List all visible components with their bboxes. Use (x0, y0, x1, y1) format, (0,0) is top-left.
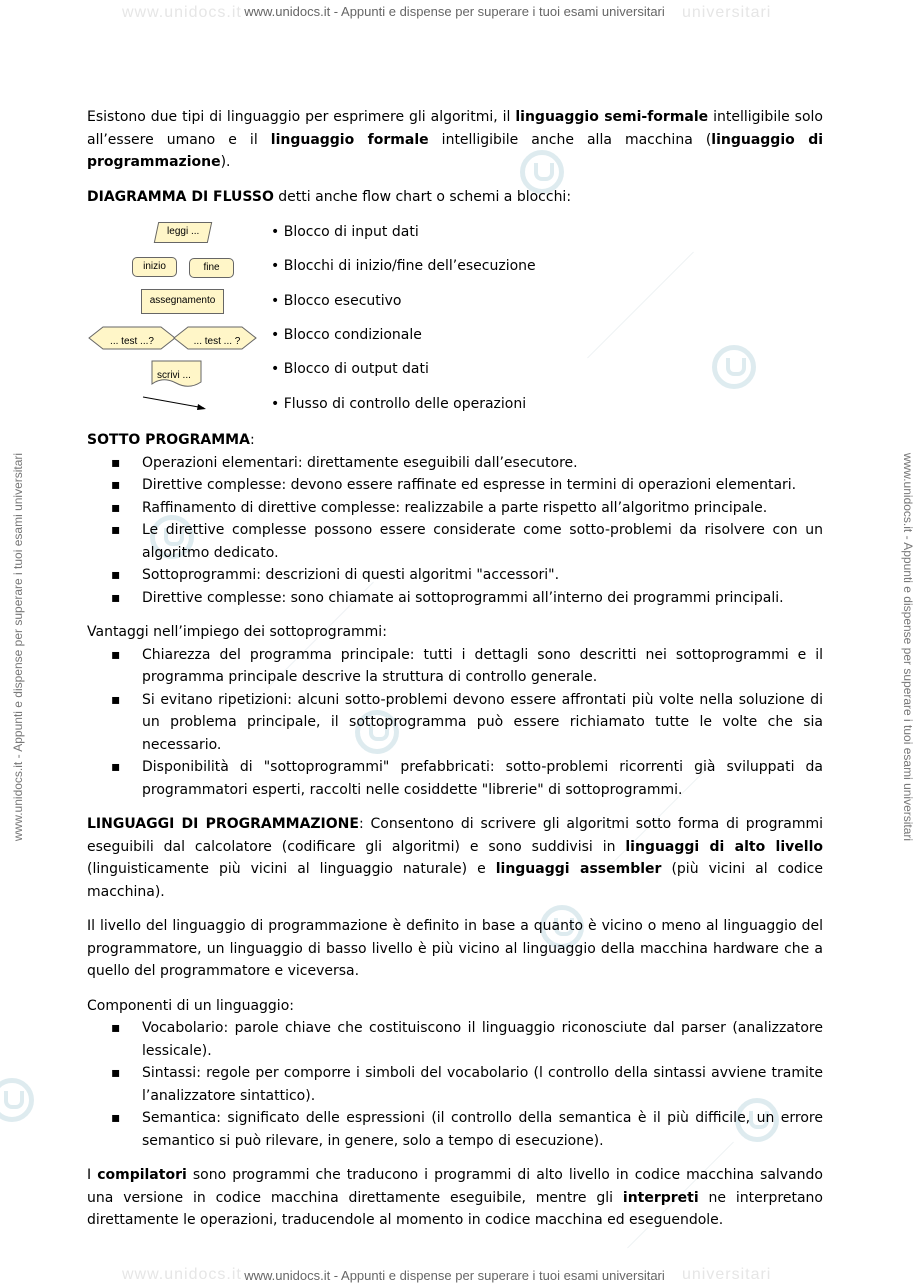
watermark-logo-icon (0, 1078, 34, 1122)
list-item: ▪ Si evitano ripetizioni: alcuni sotto-problemi devono essere affrontati più volte nella soluzione di un problema principale, il sottoprogramma può essere richiamato tutte le volte che sia necessario. (87, 689, 823, 757)
list-item: ▪ Sintassi: regole per comporre i simboli del vocabolario (l controllo della sintassi avviene tramite l’analizzatore sintattico). (87, 1062, 823, 1107)
watermark-ghost-text: www.unidocs.it (122, 4, 242, 21)
compilers-paragraph: I compilatori sono programmi che traducono i programmi di alto livello in codice macchina salvando una versione in codice macchina direttamente eseguibile, mentre gli interpreti ne interpretano direttamente le operazioni, traducendole al momento in codice macchina ed eseguendole. (87, 1167, 823, 1228)
flowchart-label: • Blocco di output dati (271, 361, 429, 377)
flowchart-label: • Blocco condizionale (271, 327, 422, 343)
arrow-icon (142, 395, 212, 415)
watermark-side-right: www.unidocs.it - Appunti e dispense per superare i tuoi esami universitari (901, 452, 915, 842)
list-item: ▪ Sottoprogrammi: descrizioni di questi algoritmi "accessori". (87, 564, 823, 587)
watermark-ghost-text: universitari (682, 1266, 772, 1283)
condition-label-2: ... test ... ? (193, 336, 241, 347)
list-item: ▪ Le direttive complesse possono essere considerate come sotto-problemi da risolvere con un algoritmo dedicato. (87, 519, 823, 564)
components-heading: Componenti di un linguaggio: (87, 997, 294, 1014)
list-item: ▪ Disponibilità di "sottoprogrammi" prefabbricati: sotto-problemi ricorrenti già sviluppati da programmatori esperti, raccolti nelle cosiddette "librerie" di sottoprogrammi. (87, 756, 823, 801)
document-body (87, 106, 823, 1232)
flowchart-heading: DIAGRAMMA DI FLUSSO detti anche flow chart o schemi a blocchi: (87, 188, 572, 205)
output-block-label: scrivi ... (157, 370, 191, 381)
watermark-ghost-text: www.unidocs.it (122, 1266, 242, 1283)
list-item: ▪ Raffinamento di direttive complesse: realizzabile a parte rispetto all’algoritmo principale. (87, 497, 823, 520)
watermark-side-left: www.unidocs.it - Appunti e dispense per superare i tuoi esami universitari (11, 452, 25, 842)
languages-paragraph: LINGUAGGI DI PROGRAMMAZIONE: Consentono di scrivere gli algoritmi sotto forma di programmi eseguibili dal calcolatore (codificare gli algoritmi) e sono suddivisi in linguaggi di alto livello (linguisticamente più vicini al linguaggio naturale) e linguaggi assembler (più vicini al codice macchina). (87, 816, 823, 900)
list-item: ▪ Semantica: significato delle espressioni (il controllo della semantica è il più difficile, un errore semantico si può rilevare, in genere, solo a tempo di esecuzione). (87, 1107, 823, 1152)
watermark-header: www.unidocs.it - Appunti e dispense per superare i tuoi esami universitari (244, 4, 665, 19)
watermark-footer: www.unidocs.it - Appunti e dispense per superare i tuoi esami universitari (244, 1268, 665, 1283)
advantages-list (87, 644, 823, 802)
subprogram-list (87, 452, 823, 610)
flowchart-label: • Blocco esecutivo (271, 293, 402, 309)
list-item: ▪ Vocabolario: parole chiave che costituiscono il linguaggio riconosciute dal parser (analizzatore lessicale). (87, 1017, 823, 1062)
assign-block-shape: assegnamento (141, 289, 224, 314)
flowchart-label: • Flusso di controllo delle operazioni (271, 396, 527, 412)
components-list (87, 1017, 823, 1152)
list-item: ▪ Direttive complesse: devono essere raffinate ed espresse in termini di operazioni elementari. (87, 474, 823, 497)
list-item: ▪ Direttive complesse: sono chiamate ai sottoprogrammi all’interno dei programmi principali. (87, 587, 823, 610)
flowchart-label: • Blocchi di inizio/fine dell’esecuzione (271, 258, 536, 274)
subprogram-heading: SOTTO PROGRAMMA: (87, 432, 255, 448)
condition-label-1: ... test ...? (110, 336, 154, 347)
watermark-ghost-text: universitari (682, 4, 772, 21)
flowchart-legend (87, 209, 823, 429)
input-block-shape: leggi ... (154, 222, 212, 243)
list-item: ▪ Operazioni elementari: direttamente eseguibili dall’esecutore. (87, 452, 823, 475)
intro-paragraph: Esistono due tipi di linguaggio per esprimere gli algoritmi, il linguaggio semi-formale intelligibile solo all’essere umano e il linguaggio formale intelligibile anche alla macchina (linguaggio di programmazione). (87, 109, 824, 170)
list-item: ▪ Chiarezza del programma principale: tutti i dettagli sono descritti nei sottoprogrammi e il programma principale descrive la struttura di controllo generale. (87, 644, 823, 689)
end-block-shape: fine (189, 258, 234, 278)
start-block-shape: inizio (132, 257, 177, 277)
advantages-heading: Vantaggi nell’impiego dei sottoprogrammi: (87, 624, 387, 640)
level-paragraph: Il livello del linguaggio di programmazione è definito in base a quanto è vicino o meno al linguaggio del programmatore, un linguaggio di basso livello è più vicino al linguaggio della macchina hardware che a quello del programmatore e viceversa. (87, 918, 823, 979)
flowchart-label: • Blocco di input dati (271, 224, 419, 240)
